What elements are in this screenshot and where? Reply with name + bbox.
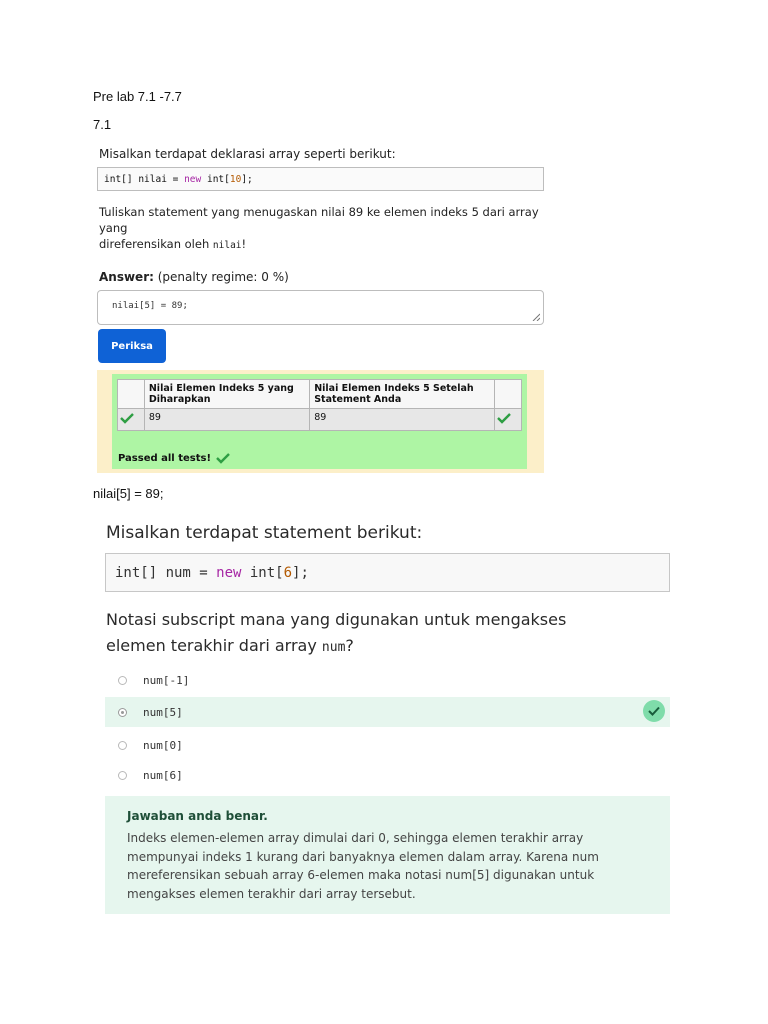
check-icon [216, 452, 230, 464]
code-text: ]; [292, 565, 309, 581]
option-selected-row[interactable] [105, 697, 670, 727]
resize-handle-icon[interactable] [532, 313, 540, 321]
answer-textarea[interactable] [97, 290, 544, 325]
feedback-line: mereferensikan sebuah array 6-elemen maka notasi num[5] digunakan untuk [127, 868, 595, 882]
question-text: elemen terakhir dari array [106, 636, 322, 655]
check-button[interactable]: Periksa [98, 329, 166, 363]
instruction-text: direferensikan oleh [99, 237, 213, 251]
code-keyword: new [216, 565, 242, 581]
instruction-end: ! [241, 237, 247, 251]
table-header [495, 380, 522, 409]
option-label: num[0] [143, 738, 183, 752]
result-panel [112, 374, 527, 469]
option-label: num[-1] [143, 673, 190, 687]
question-2-intro: Misalkan terdapat statement berikut: [106, 523, 423, 543]
radio-button[interactable] [118, 676, 127, 685]
table-header-row [118, 380, 522, 409]
penalty-regime: (penalty regime: 0 %) [157, 270, 289, 284]
passed-message [118, 452, 230, 464]
answer-label: Answer: [99, 270, 154, 284]
option-num-6[interactable] [118, 767, 183, 783]
check-icon [497, 412, 511, 424]
correct-check-icon [643, 700, 665, 722]
code-text: int[ [201, 174, 230, 185]
instruction-code: nilai [212, 240, 242, 251]
table-header [118, 380, 145, 409]
code-number: 10 [229, 174, 242, 185]
question-1-screenshot [97, 145, 547, 475]
row-status-cell [118, 409, 145, 431]
feedback-line: mempunyai indeks 1 kurang dari banyaknya elemen dalam array. Karena num [127, 849, 599, 864]
instruction-line [99, 236, 547, 254]
question-line: Notasi subscript mana yang digunakan untuk mengakses [106, 610, 567, 629]
feedback-line: mengakses elemen terakhir dari array tersebut. [127, 886, 416, 901]
code-text: int[] nilai = [104, 174, 185, 185]
question-end: ? [345, 636, 354, 655]
result-table [117, 379, 522, 431]
table-header: Nilai Elemen Indeks 5 yang Diharapkan [144, 380, 309, 409]
answer-label-row [99, 270, 289, 284]
radio-button[interactable] [118, 771, 127, 780]
feedback-title: Jawaban anda benar. [127, 809, 268, 823]
code-text: ]; [241, 174, 253, 185]
question-code: num [321, 640, 346, 655]
question-intro: Misalkan terdapat deklarasi array seperti berikut: [99, 147, 396, 161]
code-statement [105, 553, 670, 592]
page-heading: Pre lab 7.1 -7.7 [93, 89, 182, 104]
got-value: 89 [310, 409, 495, 431]
option-num-5[interactable] [118, 704, 183, 720]
option-label: num[5] [143, 705, 183, 719]
option-num-minus-1[interactable] [118, 672, 189, 688]
answer-line: nilai[5] = 89; [93, 486, 164, 501]
feedback-line: Indeks elemen-elemen array dimulai dari 0, sehingga elemen terakhir array [127, 831, 584, 845]
radio-button[interactable] [118, 741, 127, 750]
table-header: Nilai Elemen Indeks 5 Setelah Statement Anda [310, 380, 495, 409]
check-icon [120, 412, 134, 424]
option-label: num[6] [143, 768, 183, 782]
instruction-line: Tuliskan statement yang menugaskan nilai 89 ke elemen indeks 5 dari array yang [99, 205, 539, 235]
feedback-body [127, 829, 599, 903]
feedback-panel [105, 796, 670, 914]
question-line [106, 633, 566, 661]
expected-value: 89 [144, 409, 309, 431]
question-2-text [106, 607, 566, 661]
code-declaration [97, 167, 544, 191]
radio-button-selected[interactable] [118, 708, 127, 717]
passed-text: Passed all tests! [118, 452, 212, 464]
table-row [118, 409, 522, 431]
code-keyword: new [184, 174, 202, 185]
result-container [97, 370, 544, 473]
question-instruction [99, 204, 547, 254]
code-text: int[ [241, 565, 284, 581]
code-text: int[] num = [115, 565, 217, 581]
section-number: 7.1 [93, 117, 112, 132]
answer-value: nilai[5] = 89; [112, 301, 188, 311]
code-number: 6 [283, 565, 293, 581]
option-num-0[interactable] [118, 737, 183, 753]
row-status-cell [495, 409, 522, 431]
